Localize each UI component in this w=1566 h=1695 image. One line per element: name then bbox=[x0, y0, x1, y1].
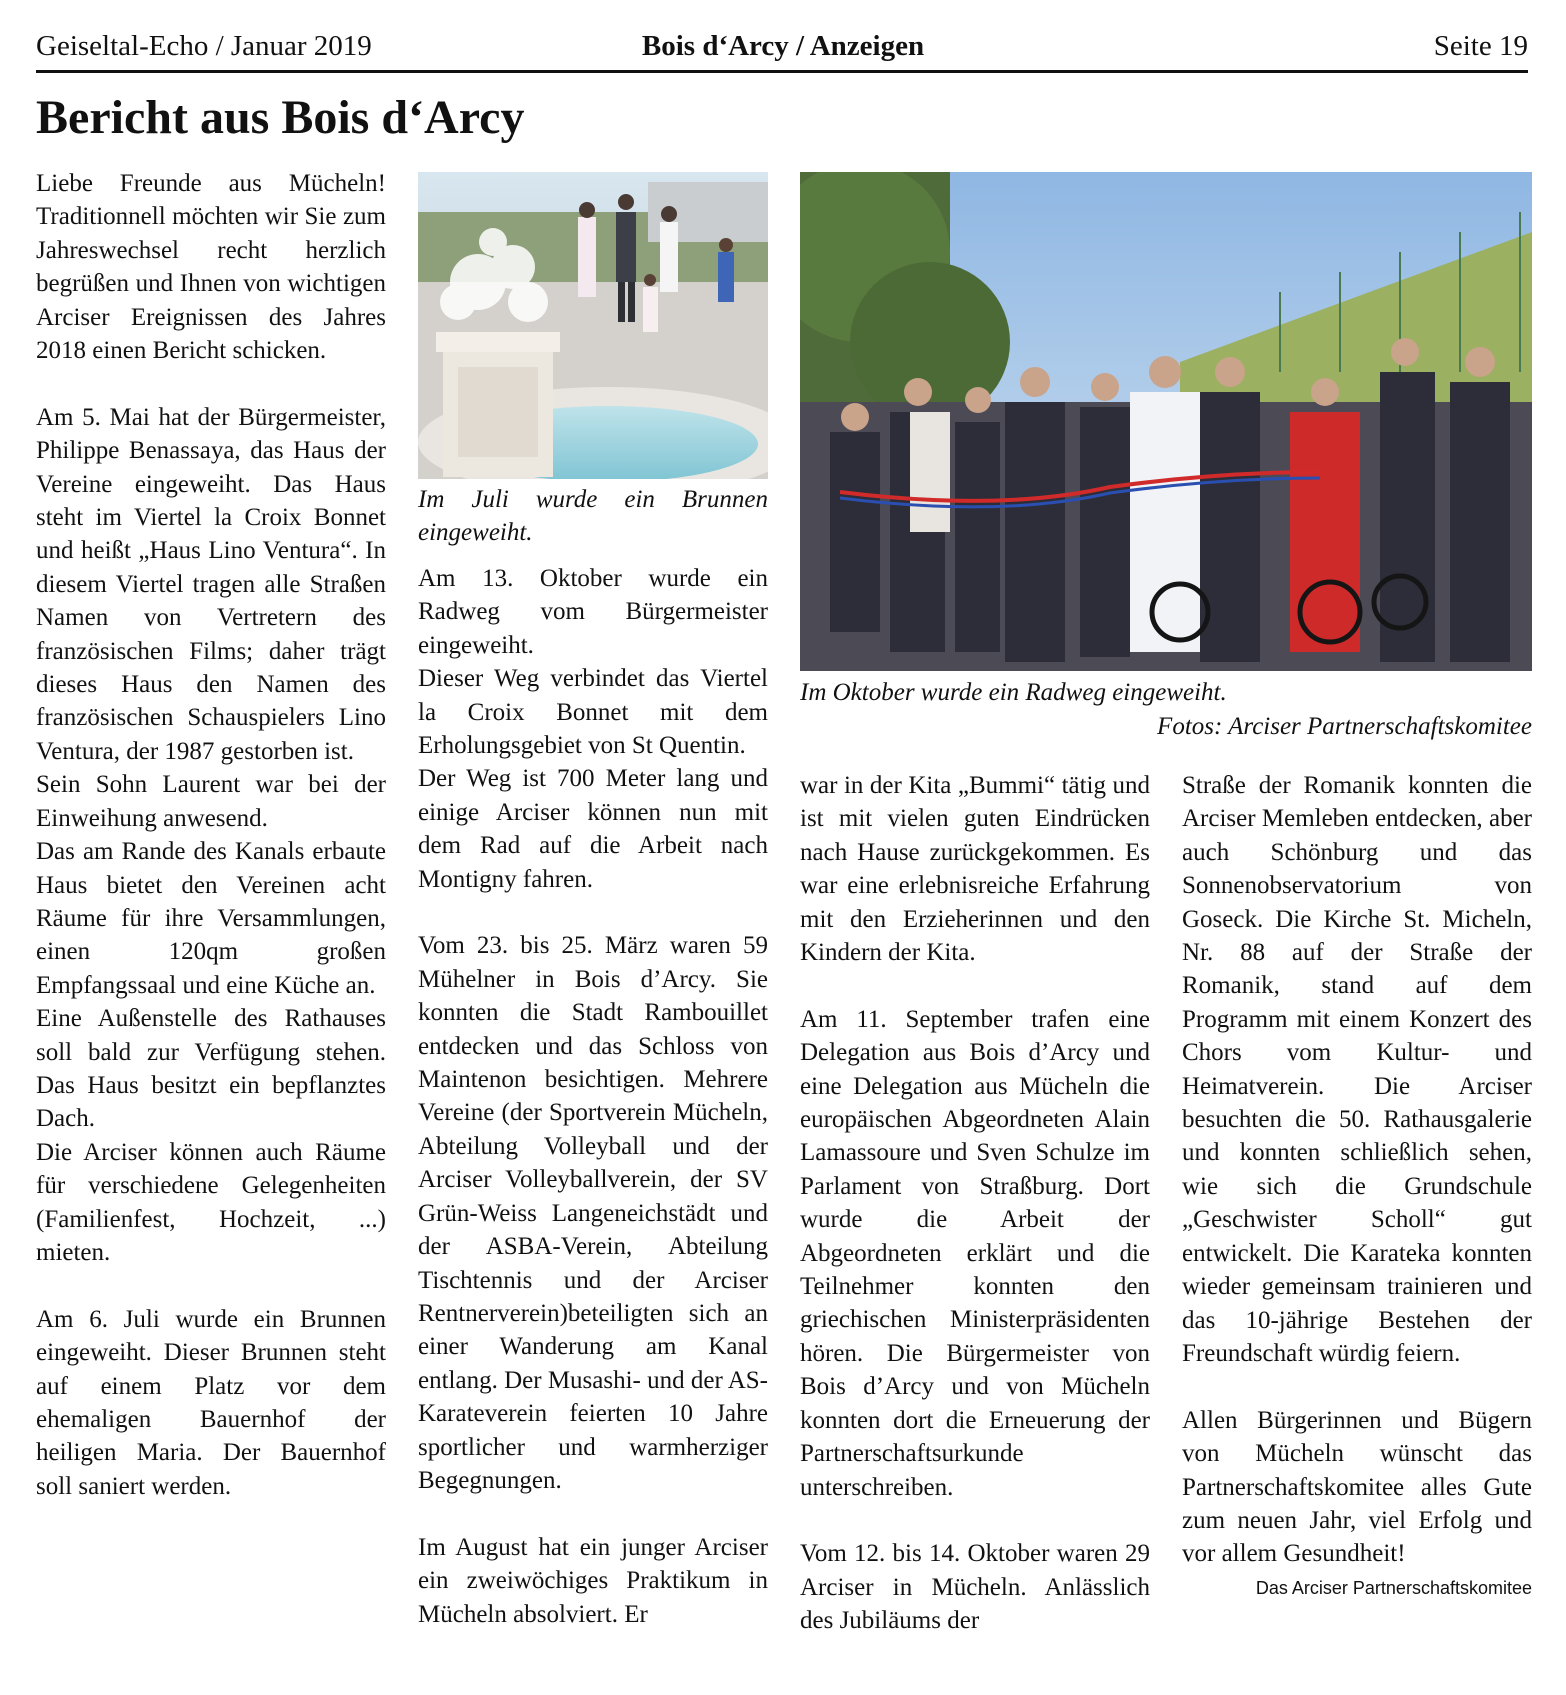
issue-label: Geiseltal-Echo / Januar 2019 bbox=[36, 30, 372, 62]
section-title: Bois d‘Arcy / Anzeigen bbox=[641, 30, 925, 62]
paragraph: Am 13. Oktober wurde ein Radweg vom Bürgermeister eingeweiht. bbox=[418, 565, 768, 659]
paragraph: Allen Bürgerinnen und Bügern von Mücheln wünscht das Partnerschaftskomitee alles Gute zum neuen Jahr, viel Erfolg und vor allem Gesundheit! bbox=[1182, 1406, 1532, 1568]
article-column-1 bbox=[36, 167, 386, 1503]
paragraph: Liebe Freunde aus Mücheln! Traditionnell möchten wir Sie zum Jahreswechsel recht herzlich begrüßen und Ihnen von wichtigen Arciser Ereignissen des Jahres 2018 einen Bericht schicken. bbox=[36, 170, 386, 365]
paragraph: Sein Sohn Laurent war bei der Einweihung anwesend. bbox=[36, 771, 386, 832]
bikepath-photo bbox=[800, 172, 1532, 671]
paragraph: Am 11. September trafen eine Delegation aus Bois d’Arcy und eine Delegation aus Mücheln die europäischen Abgeordneten Alain Lamassoure und Sven Schulze im Parlament von Straßburg. Dort wurde die Arbeit der Abgeordneten erklärt und die Teilnehmer konnten den griechischen Ministerpräsidenten hören. Die Bürgermeister von Bois d’Arcy und von Mücheln konnten dort die Erneuerung der Partnerschaftsurkunde unterschreiben. bbox=[800, 1005, 1150, 1501]
paragraph: Eine Außenstelle des Rathauses soll bald zur Verfügung stehen. Das Haus besitzt ein bepflanztes Dach. bbox=[36, 1005, 386, 1133]
paragraph: Der Weg ist 700 Meter lang und einige Arciser können nun mit dem Rad auf die Arbeit nach Montigny fahren. bbox=[418, 765, 768, 893]
paragraph: Vom 12. bis 14. Oktober waren 29 Arciser in Mücheln. Anlässlich des Jubiläums der bbox=[800, 1540, 1150, 1635]
paragraph: Am 5. Mai hat der Bürgermeister, Philippe Benassaya, das Haus der Vereine eingeweiht. Das Haus steht im Viertel la Croix Bonnet und heißt „Haus Lino Ventura“. In diesem Viertel tragen alle Straßen Namen von Vertretern des französischen Films; daher trägt dieses Haus den Namen des französischen Schauspielers Lino Ventura, der 1987 gestorben ist. bbox=[36, 403, 386, 765]
photo-credit: Fotos: Arciser Partnerschaftskomitee bbox=[1157, 713, 1532, 740]
fountain-photo bbox=[418, 172, 768, 479]
bikepath-caption: Im Oktober wurde ein Radweg eingeweiht. bbox=[800, 679, 1227, 706]
article-headline: Bericht aus Bois d‘Arcy bbox=[36, 91, 525, 144]
signature: Das Arciser Partnerschaftskomitee bbox=[1255, 1577, 1532, 1598]
page-number: Seite 19 bbox=[1433, 30, 1528, 62]
paragraph: Das am Rande des Kanals erbaute Haus bietet den Vereinen acht Räume für ihre Versammlungen, einen 120qm großen Empfangssaal und eine Küche an. bbox=[36, 838, 386, 999]
paragraph: war in der Kita „Bummi“ tätig und ist mit vielen guten Eindrücken nach Hause zurückgekommen. Es war eine erlebnisreiche Erfahrung mit den Erzieherinnen und den Kindern der Kita. bbox=[800, 772, 1150, 967]
article-column-4 bbox=[1182, 769, 1532, 1601]
paragraph: Die Arciser können auch Räume für verschiedene Gelegenheiten (Familienfest, Hochzeit, ...) mieten. bbox=[36, 1138, 386, 1266]
article-column-3 bbox=[800, 769, 1150, 1664]
paragraph: Im August hat ein junger Arciser ein zweiwöchiges Praktikum in Mücheln absolviert. Er bbox=[418, 1533, 768, 1628]
article-column-2 bbox=[418, 562, 768, 1631]
header-rule bbox=[36, 70, 1528, 73]
paragraph: Dieser Weg verbindet das Viertel la Croix Bonnet mit dem Erholungsgebiet von St Quentin. bbox=[418, 665, 768, 760]
fountain-caption: Im Juli wurde ein Brunnen eingeweiht. bbox=[418, 486, 768, 546]
paragraph: Vom 23. bis 25. März waren 59 Mühelner in Bois d’Arcy. Sie konnten die Stadt Rambouillet entdecken und das Schloss von Maintenon besichtigen. Mehrere Vereine (der Sportverein Mücheln, Abteilung Volleyball und der Arciser Volleyballverein, der SV Grün-Weiss Langeneichstädt und der ASBA-Verein, Abteilung Tischtennis und der Arciser Rentnerverein)beteiligten sich an einer Wanderung am Kanal entlang. Der Musashi- und der AS-Karateverein feierten 10 Jahre sportlicher und warmherziger Begegnungen. bbox=[418, 932, 768, 1494]
paragraph: Straße der Romanik konnten die Arciser Memleben entdecken, aber auch Schönburg und das Sonnenobservatorium von Goseck. Die Kirche St. Micheln, Nr. 88 auf der Straße der Romanik, stand auf dem Programm mit einem Konzert des Chors vom Kultur- und Heimatverein. Die Arciser besuchten die 50. Rathausgalerie und konnten schließlich sehen, wie sich die Grundschule „Geschwister Scholl“ gut entwickelt. Die Karateka konnten wieder gemeinsam trainieren und das 10-jährige Bestehen der Freundschaft würdig feiern. bbox=[1182, 772, 1532, 1367]
paragraph: Am 6. Juli wurde ein Brunnen eingeweiht. Dieser Brunnen steht auf einem Platz vor dem ehemaligen Bauernhof der heiligen Maria. Der Bauernhof soll saniert werden. bbox=[36, 1305, 386, 1500]
